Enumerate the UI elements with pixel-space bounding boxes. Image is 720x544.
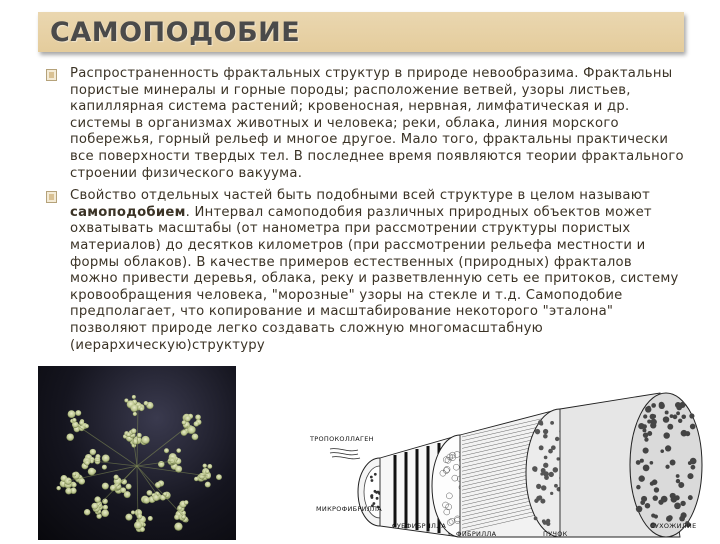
title-band bbox=[38, 12, 684, 52]
bullet-item bbox=[44, 66, 684, 182]
bullet-text-before: Свойство отдельных частей быть подобными всей структуре в целом называют bbox=[70, 188, 651, 204]
label-subfibril: СУБФИБРИЛЛА bbox=[392, 522, 447, 530]
bullet-text-after: . Интервал самоподобия различных природных объектов может охватывать масштабы (от нанометра при рассмотрении структуры пористых материалов) до десятков километров (при рассмотрении рельефа местности и формы облаков). В качестве примеров естественных (природных) фракталов можно привести деревья, облака, реку и разветвленную сеть ее притоков, систему кровообращения человека, "морозные" узоры на стекле и т.д. Самоподобие предполагает, что копирование и масштабирование некоторого "эталона" позволяют природе легко создавать сложную многомасштабную (иерархическую)структуру bbox=[70, 204, 679, 353]
bullet-bold-term: самоподобием bbox=[70, 204, 186, 220]
slide-content bbox=[44, 66, 684, 360]
flower-photo bbox=[38, 366, 236, 540]
bullet-text: Распространенность фрактальных структур в природе невообразима. Фрактальны пористые минералы и горные породы; расположение ветвей, узоры листьев, капиллярная система растений; кровеносная, нервная, лимфатическая и др. системы в организмах животных и человека; реки, облака, линия морского побережья, горный рельеф и многое другое. Мало того, фрактальны практически все поверхности твердых тел. В последнее время появляются теории фрактального строении физического вакуума. bbox=[70, 66, 684, 181]
label-microfibril: МИКРОФИБРИЛЛА bbox=[316, 505, 382, 513]
bullet-square-icon bbox=[46, 191, 57, 203]
collagen-hierarchy-diagram bbox=[310, 387, 710, 540]
bullet-item bbox=[44, 188, 684, 354]
slide-title: САМОПОДОБИЕ bbox=[50, 17, 301, 48]
collagen-diagram-svg bbox=[310, 387, 710, 540]
label-tropocollagen: ТРОПОКОЛЛАГЕН bbox=[310, 435, 374, 443]
label-tendon: СУХОЖИЛИЕ bbox=[650, 522, 697, 530]
label-bundle: ПУЧОК bbox=[543, 530, 568, 538]
label-fibril: ФИБРИЛЛА bbox=[456, 530, 497, 538]
bullet-square-icon bbox=[46, 69, 57, 81]
flower-illustration bbox=[38, 366, 236, 540]
